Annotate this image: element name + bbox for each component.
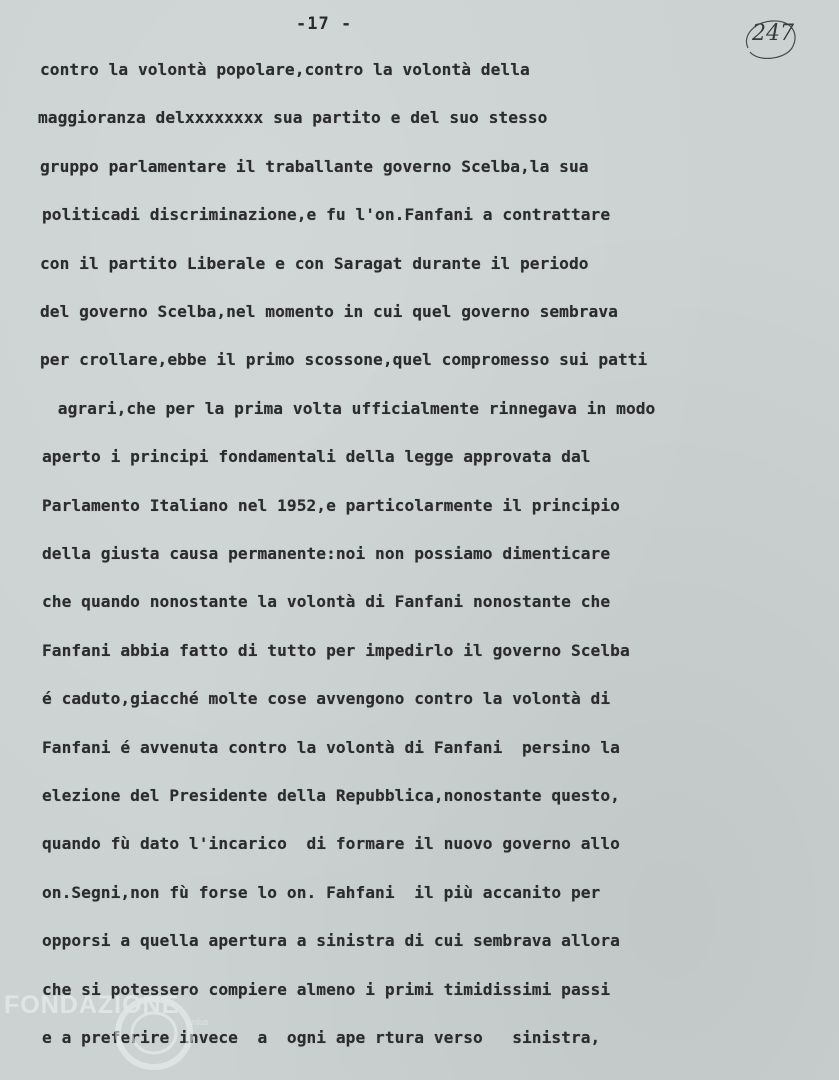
text-line: elezione del Presidente della Repubblica,nonostante questo,: [42, 786, 620, 805]
page-number: -17 -: [296, 14, 353, 34]
text-line: Fanfani é avvenuta contro la volontà di Fanfani persino la: [42, 737, 620, 757]
text-line: maggioranza delxxxxxxxx sua partito e del suo stesso: [38, 108, 548, 128]
text-line: contro la volontà popolare,contro la volontà della: [40, 60, 530, 79]
archive-number-text: 247: [752, 21, 794, 46]
text-line: é caduto,giacché molte cose avvengono contro la volontà di: [42, 689, 611, 709]
text-line: che si potessero compiere almeno i primi timidissimi passi: [42, 979, 611, 999]
text-line: con il partito Liberale e con Saragat durante il periodo: [40, 253, 589, 273]
foundation-watermark: [4, 985, 234, 1075]
text-line: gruppo parlamentare il traballante governo Scelba,la sua: [40, 156, 589, 176]
text-line: e a preferire invece a ogni ape rtura verso sinistra,: [42, 1028, 601, 1047]
text-line: della giusta causa permanente:noi non possiamo dimenticare: [42, 544, 611, 563]
text-line: on.Segni,non fù forse lo on. Fahfani il più accanito per: [42, 882, 601, 902]
text-line: per crollare,ebbe il primo scossone,quel compromesso sui patti: [40, 350, 648, 370]
text-line: agrari,che per la prima volta ufficialmente rinnegava in modo: [48, 398, 656, 418]
watermark-suffix: onlus: [187, 1017, 209, 1027]
watermark-text: FONDAZIONE: [4, 991, 180, 1019]
text-line: del governo Scelba,nel momento in cui quel governo sembrava: [40, 302, 618, 321]
text-line: quando fù dato l'incarico di formare il nuovo governo allo: [42, 834, 620, 854]
archive-number-stamp: [740, 18, 800, 62]
text-line: Fanfani abbia fatto di tutto per impedirlo il governo Scelba: [42, 640, 630, 660]
text-line: Parlamento Italiano nel 1952,e particolarmente il principio: [42, 495, 620, 515]
text-line: politicadi discriminazione,e fu l'on.Fanfani a contrattare: [42, 205, 611, 225]
text-line: che quando nonostante la volontà di Fanfani nonostante che: [42, 592, 611, 612]
text-line: aperto i principi fondamentali della legge approvata dal: [42, 447, 591, 467]
text-line: opporsi a quella apertura a sinistra di cui sembrava allora: [42, 931, 620, 951]
